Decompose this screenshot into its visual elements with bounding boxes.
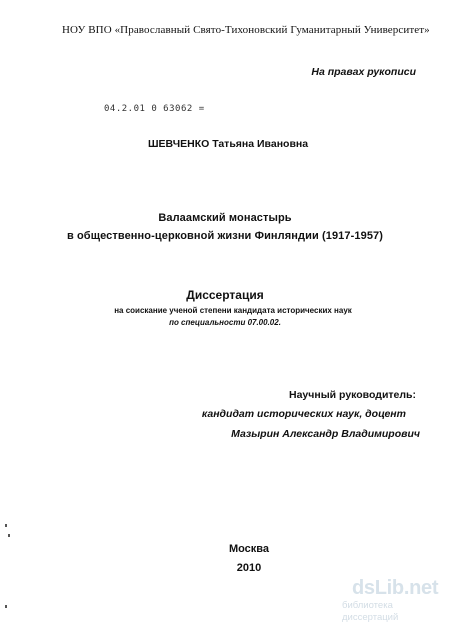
year: 2010	[236, 562, 262, 574]
watermark	[342, 577, 448, 623]
watermark-site: dsLib.net	[352, 577, 439, 599]
advisor-degree: кандидат исторических наук, доцент	[201, 408, 406, 420]
document-type: Диссертация	[186, 288, 264, 302]
degree-line: на соискание ученой степени кандидата исторических наук	[114, 306, 352, 315]
advisor-label: Научный руководитель:	[289, 389, 416, 401]
advisor-name: Мазырин Александр Владимирович	[231, 428, 420, 440]
catalog-number-stamp: 04.2.01 0 63062 =	[104, 104, 205, 114]
dissertation-title-line-2: в общественно-церковной жизни Финляндии (1917-1957)	[66, 230, 384, 242]
scan-mark	[8, 534, 10, 537]
city: Москва	[228, 543, 270, 555]
watermark-subtitle: библиотека диссертаций	[342, 600, 399, 623]
author-name: ШЕВЧЕНКО Татьяна Ивановна	[148, 138, 309, 150]
university-name: НОУ ВПО «Православный Свято-Тихоновский Гуманитарный Университет»	[62, 24, 430, 36]
scan-mark	[5, 605, 7, 608]
scan-mark	[5, 524, 7, 527]
dissertation-title-line-1: Валаамский монастырь	[158, 212, 292, 224]
speciality-line: по специальности 07.00.02.	[169, 318, 281, 327]
manuscript-rights-note: На правах рукописи	[311, 66, 416, 78]
